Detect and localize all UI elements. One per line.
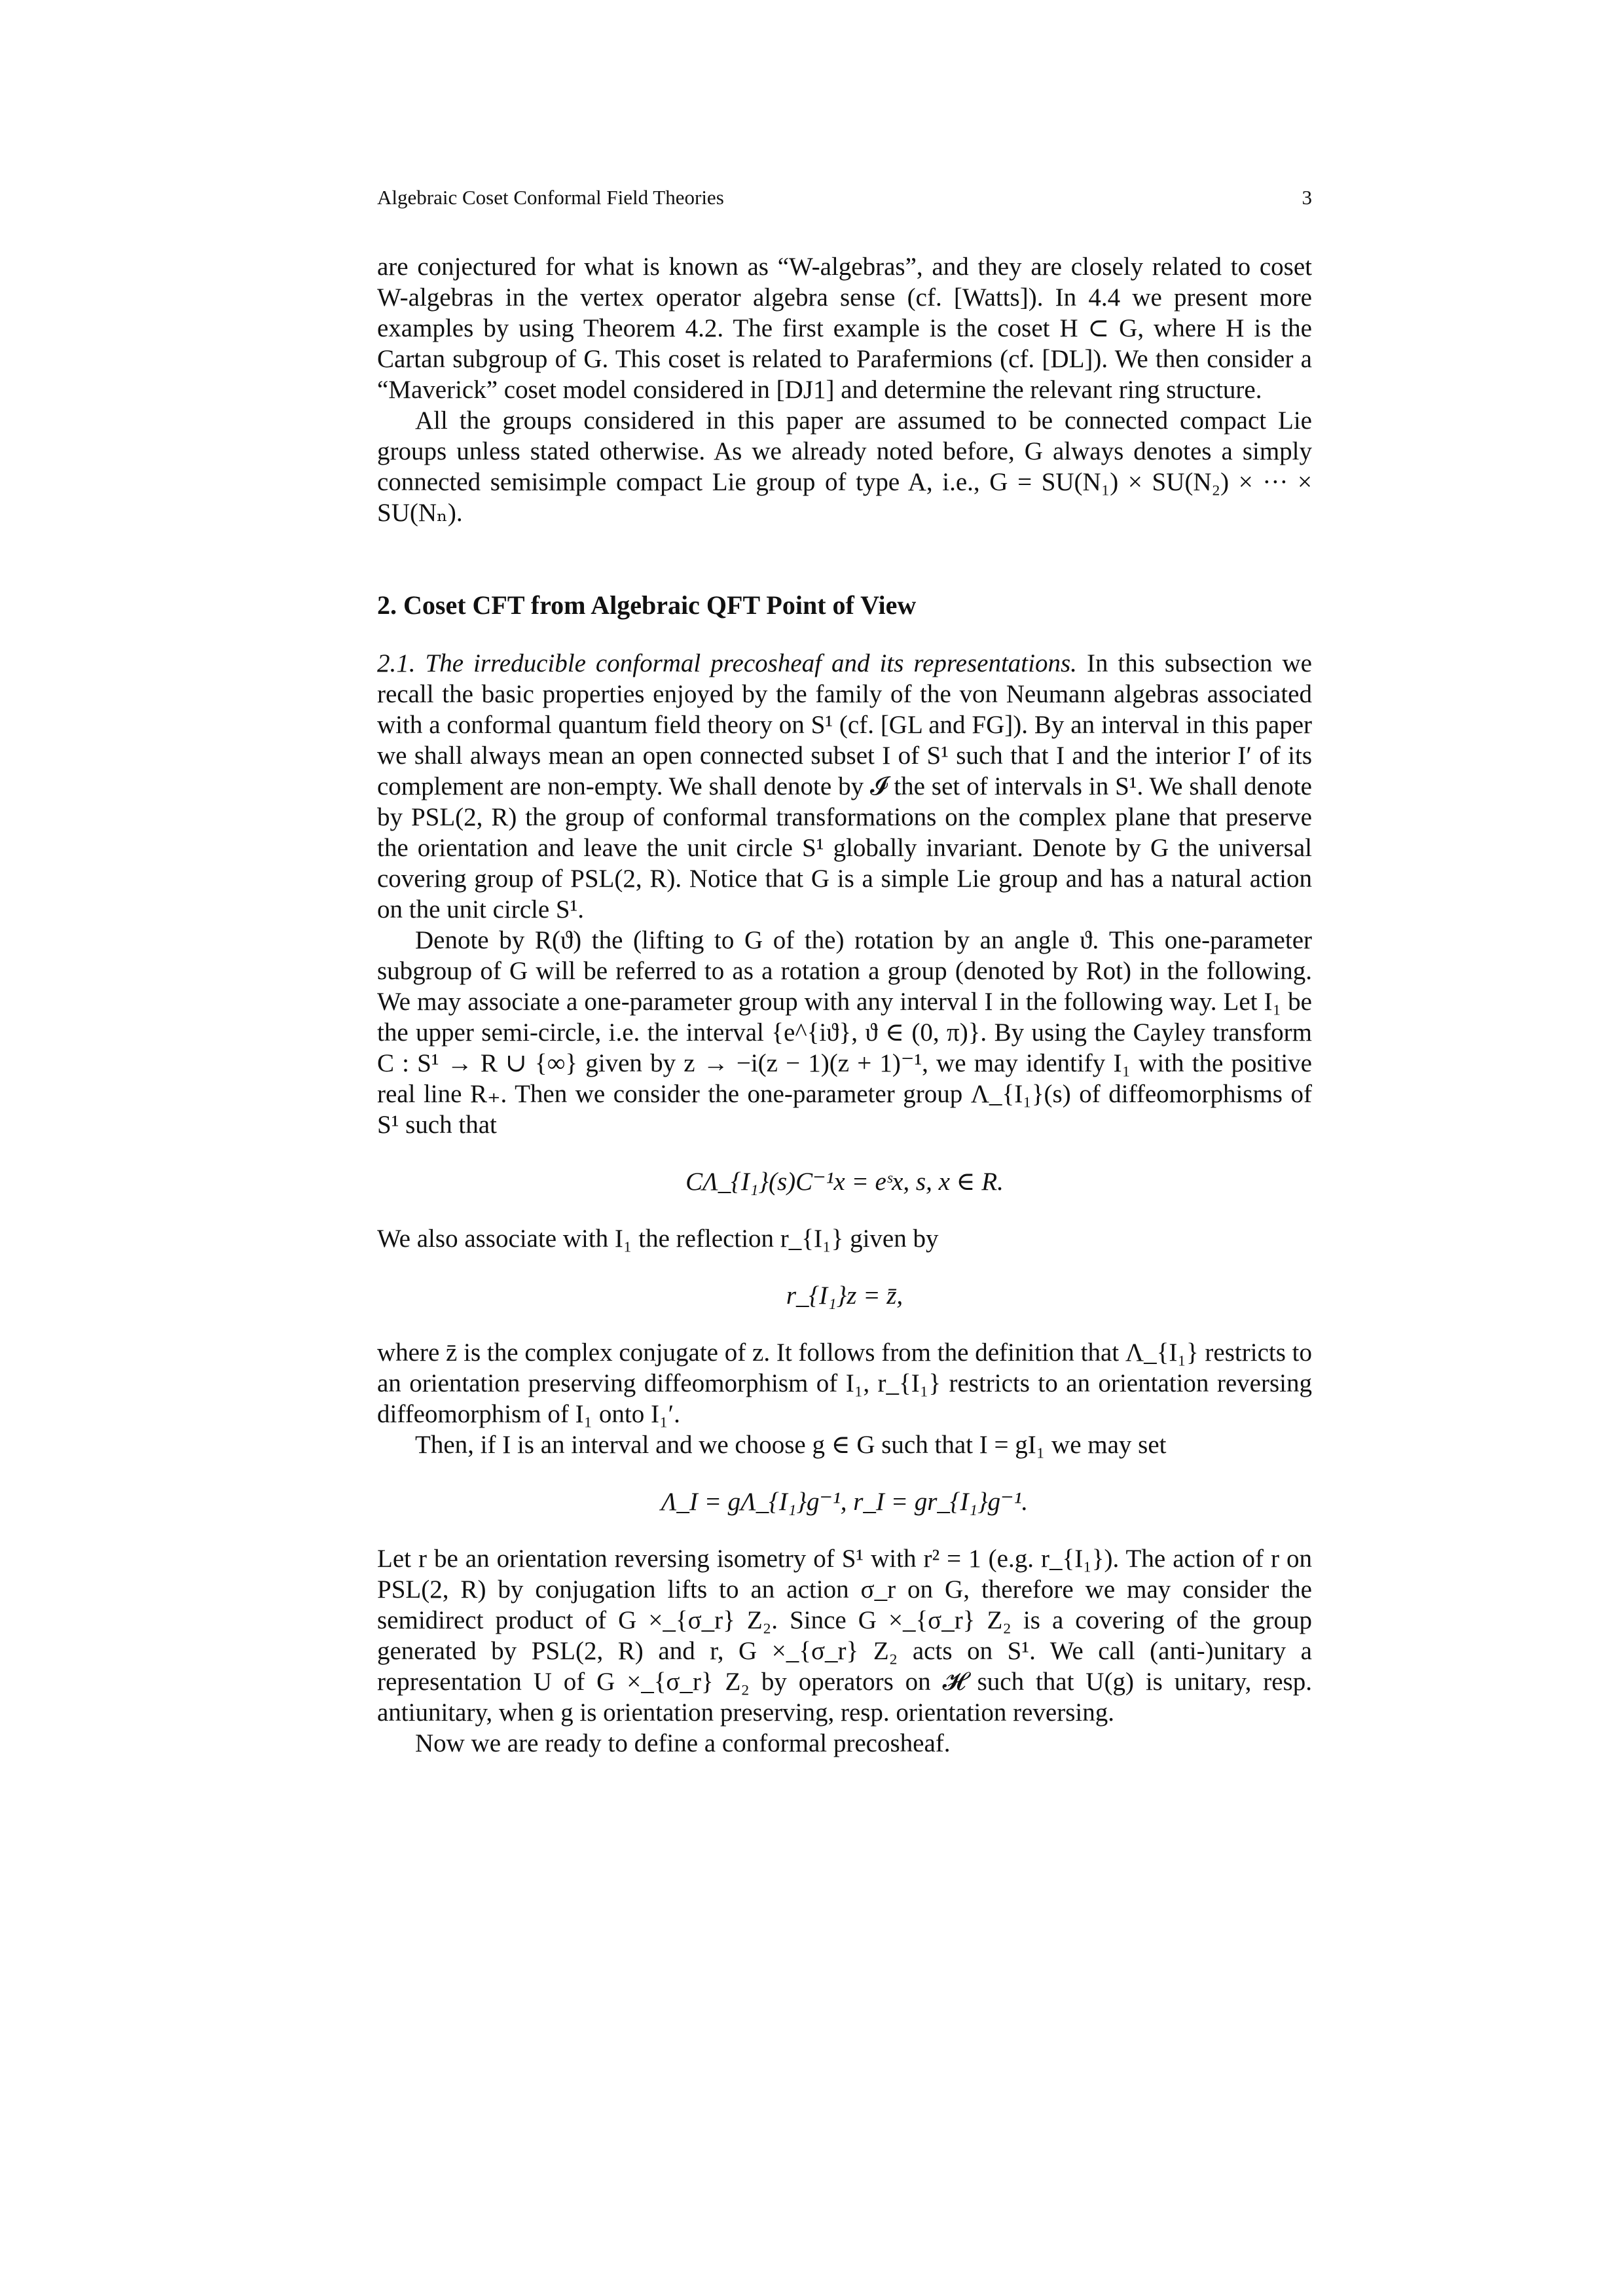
running-head (377, 177, 1312, 216)
article-body (377, 251, 1312, 1759)
paragraph-define-precosheaf: Now we are ready to define a conformal precosheaf. (415, 1729, 951, 1757)
page-number: 3 (1302, 186, 1312, 209)
equation-reflection: r_{I₁}z = z̄, (786, 1282, 903, 1310)
equation-dilation: CΛ_{I₁}(s)C⁻¹x = eˢx, s, x ∈ R. (685, 1168, 1004, 1196)
paragraph-interval-choice: Then, if I is an interval and we choose g ∈ G such that I = gI₁ we may set (415, 1431, 1167, 1459)
paragraph-rotation-group: Denote by R(ϑ) the (lifting to G of the) rotation by an angle ϑ. This one-parameter subgroup of G will be referred to as a rotation a group (denoted by Rot) in the following. We may associate a one-parameter group with any interval I in the following way. Let I₁ be the upper semi-circle, i.e. the interval {e^{iϑ}, ϑ ∈ (0, π)}. By using the Cayley transform C : S¹ → R ∪ {∞} given by z → −i(z − 1)(z + 1)⁻¹, we may identify I₁ with the positive real line R₊. Then we consider the one-parameter group Λ_{I₁}(s) of diffeomorphisms of S¹ such that (377, 926, 1312, 1139)
paragraph-complex-conjugate: where z̄ is the complex conjugate of z. It follows from the definition that Λ_{I₁} restricts to an orientation preserving diffeomorphism of I₁, r_{I₁} restricts to an orientation reversing diffeomorphism of I₁ onto I₁′. (377, 1338, 1312, 1428)
running-title: Algebraic Coset Conformal Field Theories (377, 186, 724, 209)
paragraph-semidirect-product: Let r be an orientation reversing isometry of S¹ with r² = 1 (e.g. r_{I₁}). The action of r on PSL(2, R) by conjugation lifts to an action σ_r on G, therefore we may consider the semidirect product of G ×_{σ_r} Z₂. Since G ×_{σ_r} Z₂ is a covering of the group generated by PSL(2, R) and r, G ×_{σ_r} Z₂ acts on S¹. We call (anti-)unitary a representation U of G ×_{σ_r} Z₂ by operators on 𝓗 such that U(g) is unitary, resp. antiunitary, when g is orientation preserving, resp. orientation reversing. (377, 1545, 1312, 1727)
paragraph-precosheaf-text: In this subsection we recall the basic properties enjoyed by the family of the von Neumann algebras associated with a conformal quantum field theory on S¹ (cf. [GL and FG]). By an interval in this paper we shall always mean an open connected subset I of S¹ such that I and the interior I′ of its complement are non-empty. We shall denote by 𝓘 the set of intervals in S¹. We shall denote by PSL(2, R) the group of conformal transformations on the complex plane that preserve the orientation and leave the unit circle S¹ globally invariant. Denote by G the universal covering group of PSL(2, R). Notice that G is a simple Lie group and has a natural action on the unit circle S¹. (377, 649, 1312, 924)
equation-conjugated: Λ_I = gΛ_{I₁}g⁻¹, r_I = gr_{I₁}g⁻¹. (661, 1488, 1029, 1516)
page (377, 177, 1312, 1759)
paragraph-intro-continued: are conjectured for what is known as “W-algebras”, and they are closely related to coset W-algebras in the vertex operator algebra sense (cf. [Watts]). In 4.4 we present more examples by using Theorem 4.2. The first example is the coset H ⊂ G, where H is the Cartan subgroup of G. This coset is related to Parafermions (cf. [DL]). We then consider a “Maverick” coset model considered in [DJ1] and determine the relevant ring structure. (377, 253, 1312, 404)
paragraph-reflection: We also associate with I₁ the reflection r_{I₁} given by (377, 1225, 939, 1253)
paragraph-groups-assumption: All the groups considered in this paper are assumed to be connected compact Lie groups unless stated otherwise. As we already noted before, G always denotes a simply connected semisimple compact Lie group of type A, i.e., G = SU(N₁) × SU(N₂) × ··· × SU(Nₙ). (377, 406, 1312, 527)
paragraph-precosheaf-intro (377, 648, 1312, 925)
subsection-title: 2.1. The irreducible conformal precosheaf and its representations. (377, 649, 1077, 677)
section-heading: 2. Coset CFT from Algebraic QFT Point of View (377, 590, 917, 620)
